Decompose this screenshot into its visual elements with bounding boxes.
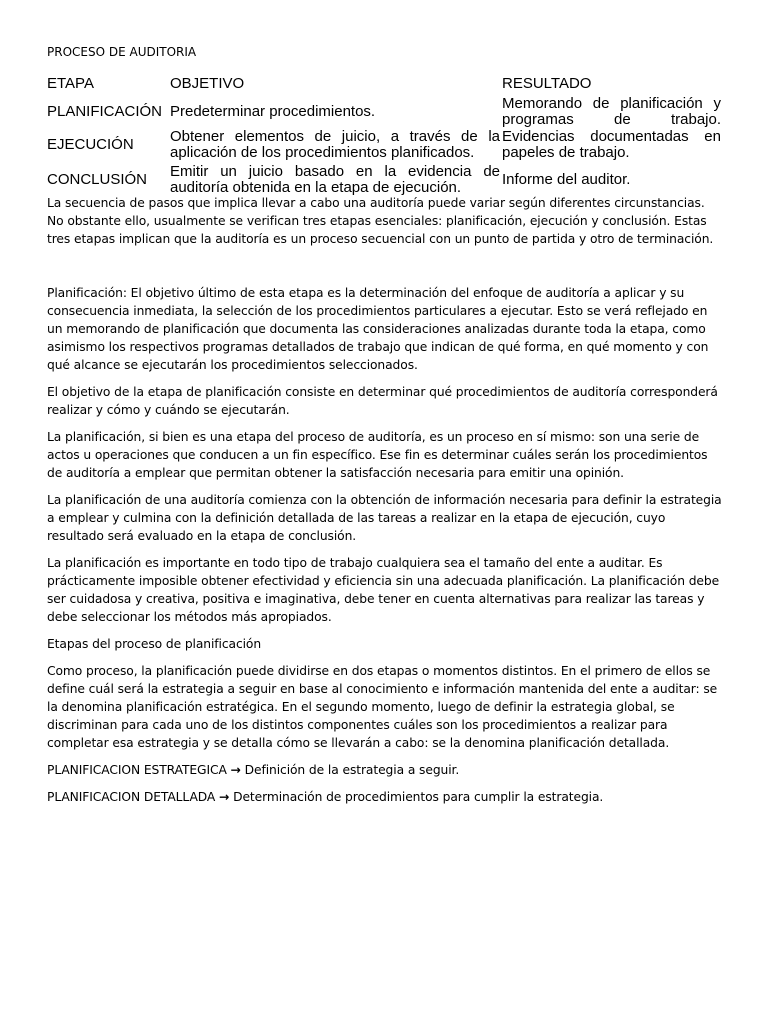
definition-estrategica (47, 761, 723, 779)
document-body (47, 194, 723, 815)
paragraph-etapas: Como proceso, la planificación puede dividirse en dos etapas o momentos distintos. En el primero de ellos se define cuál será la estrategia a seguir en base al conocimiento e información mantenida del ente a auditar: se la denomina planificación estratégica. En el segundo momento, luego de definir la estrategia global, se discriminan para cada uno de los distintos componentes cuáles son los procedimientos a realizar para completar esa estrategia y se detalla cómo se llevarán a cabo: se la denomina planificación detallada. (47, 664, 718, 750)
definition-text: Definición de la estrategia a seguir. (244, 763, 460, 777)
cell-etapa: CONCLUSIÓN (47, 170, 148, 188)
paragraph-estrategia: La planificación de una auditoría comienza con la obtención de información necesaria para definir la estrategia a emplear y culmina con la definición detallada de las tareas a realizar en la etapa de ejecución, cuyo resultado será evaluado en la etapa de conclusión. (47, 493, 722, 543)
definition-detallada (47, 788, 723, 806)
cell-etapa: EJECUCIÓN (47, 136, 134, 153)
paragraph-objetivo: El objetivo de la etapa de planificación consiste en determinar qué procedimientos de auditoría corresponderá realizar y cómo y cuándo se ejecutarán. (47, 385, 718, 417)
paragraph-importancia: La planificación es importante en todo tipo de trabajo cualquiera sea el tamaño del ente a auditar. Es prácticamente imposible obtener efectividad y eficiencia sin una adecuada planificación. La planificación debe ser cuidadosa y creativa, positiva e imaginativa, debe tener en cuenta alternativas para realizar las tareas y debe seleccionar los métodos más apropiados. (47, 556, 720, 624)
cell-resultado: Informe del auditor. (502, 170, 631, 188)
cell-etapa: PLANIFICACIÓN (47, 102, 163, 120)
paragraph-intro: La secuencia de pasos que implica llevar a cabo una auditoría puede variar según diferentes circunstancias. No obstante ello, usualmente se verifican tres etapas esenciales: planificación, ejecución y conclusión. Estas tres etapas implican que la auditoría es un proceso secuencial con un punto de partida y otro de terminación. (47, 196, 714, 246)
definition-term: PLANIFICACION DETALLADA (47, 790, 216, 804)
header-etapa: ETAPA (47, 75, 94, 92)
audit-stages-table (46, 70, 722, 197)
cell-objetivo: Obtener elementos de juicio, a través de la aplicación de los procedimientos planificados. (170, 128, 500, 161)
table-row (46, 128, 722, 162)
table-row (46, 162, 722, 197)
section-heading: Etapas del proceso de planificación (47, 637, 262, 651)
cell-resultado: Memorando de planificación y programas de trabajo. (502, 94, 721, 128)
paragraph-planificacion: Planificación: El objetivo último de esta etapa es la determinación del enfoque de auditoría a aplicar y su consecuencia inmediata, la selección de los procedimientos particulares a ejecutar. Esto se verá reflejado en un memorando de planificación que documenta las consideraciones analizadas durante toda la etapa, como asimismo los respectivos programas detallados de trabajo que indican de qué forma, en qué momento y con qué alcance se ejecutarán los procedimientos seleccionados. (47, 286, 709, 372)
paragraph-proceso: La planificación, si bien es una etapa del proceso de auditoría, es un proceso en sí mismo: son una serie de actos u operaciones que conducen a un fin específico. Ese fin es determinar cuáles serán los procedimientos de auditoría a emplear que permitan obtener la satisfacción necesaria para emitir una opinión. (47, 430, 708, 480)
definition-text: Determinación de procedimientos para cumplir la estrategia. (233, 790, 604, 804)
cell-objetivo: Predeterminar procedimientos. (170, 102, 376, 120)
header-resultado: RESULTADO (502, 75, 592, 92)
table-row (46, 95, 722, 128)
document-title: PROCESO DE AUDITORIA (47, 45, 197, 59)
definition-term: PLANIFICACION ESTRATEGICA (47, 763, 227, 777)
right-arrow-icon: → (230, 763, 241, 777)
cell-resultado: Evidencias documentadas en papeles de trabajo. (502, 128, 721, 161)
header-objetivo: OBJETIVO (170, 75, 245, 92)
cell-objetivo: Emitir un juicio basado en la evidencia de auditoría obtenida en la etapa de ejecución. (170, 162, 500, 196)
right-arrow-icon: → (219, 790, 230, 804)
table-header-row (46, 70, 722, 95)
